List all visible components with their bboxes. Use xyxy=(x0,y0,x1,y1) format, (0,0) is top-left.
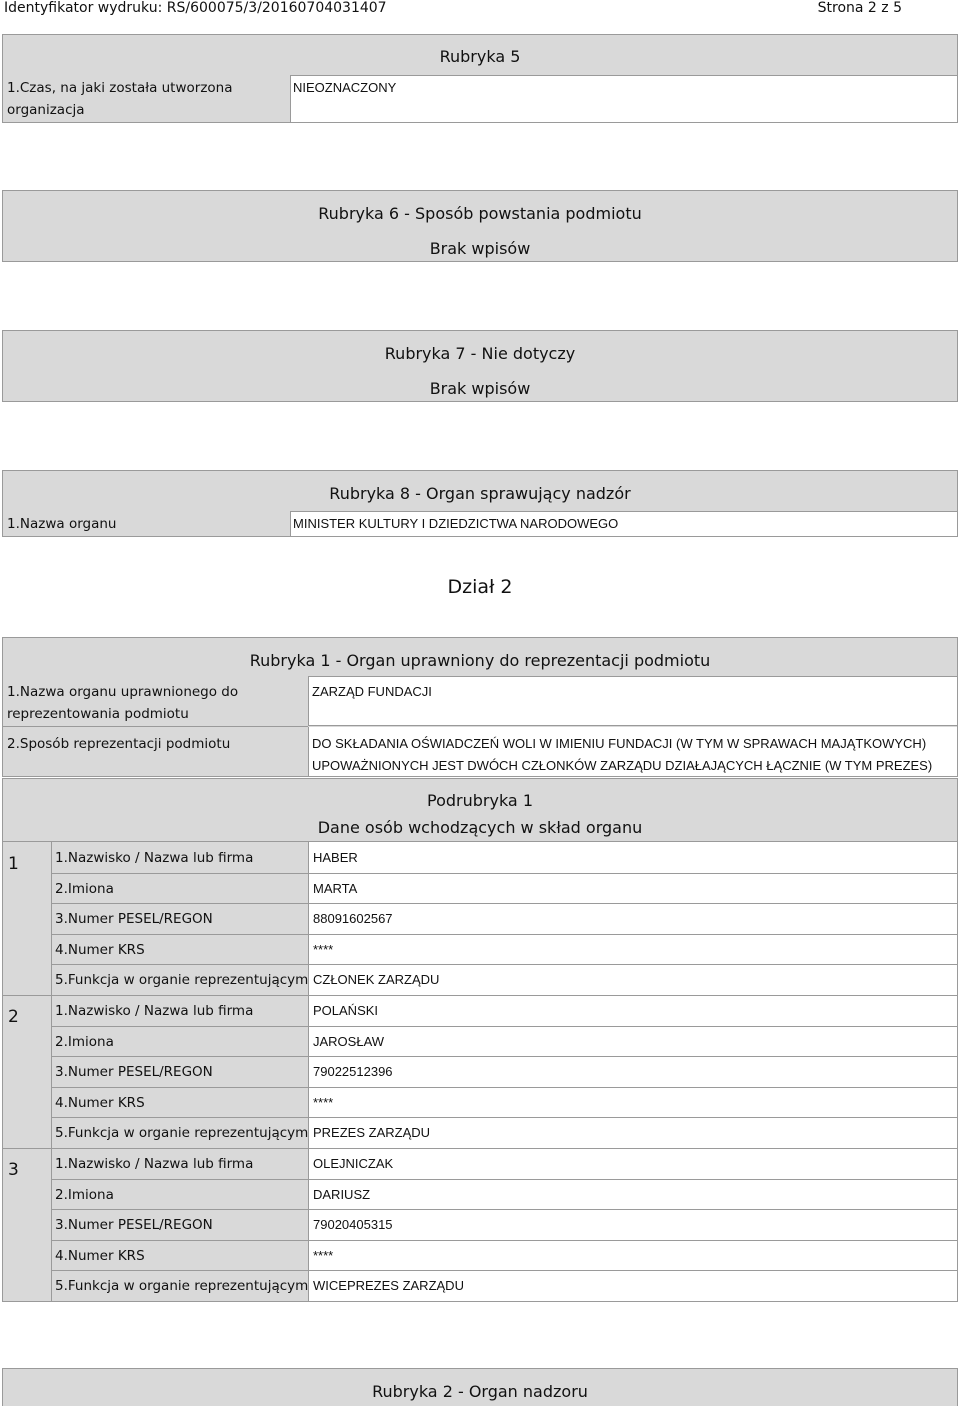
rubryka5-field-label: 1.Czas, na jaki została utworzona organizacja xyxy=(7,80,233,118)
person-field-label: 1.Nazwisko / Nazwa lub firma xyxy=(55,850,254,866)
person-value-cell xyxy=(308,934,957,965)
person-value-cell xyxy=(308,1148,957,1179)
organ-name-value: ZARZĄD FUNDACJI xyxy=(312,684,432,699)
page-number: Strona 2 z 5 xyxy=(817,0,902,16)
rubryka7-section xyxy=(2,330,958,402)
row-divider xyxy=(51,1270,308,1271)
person-value-cell xyxy=(308,1026,957,1057)
row-divider xyxy=(51,1117,308,1118)
person-value-cell xyxy=(308,873,957,904)
person-number: 2 xyxy=(8,1007,19,1027)
person-field-value: 79022512396 xyxy=(313,1064,393,1080)
row-divider xyxy=(51,873,308,874)
person-field-label: 3.Numer PESEL/REGON xyxy=(55,1064,213,1081)
rubryka8-section xyxy=(2,470,958,537)
rubryka8-title: Rubryka 8 - Organ sprawujący nadzór xyxy=(329,484,631,503)
person-field-label: 4.Numer KRS xyxy=(55,1094,145,1111)
row-divider xyxy=(51,995,308,996)
person-field-value: HABER xyxy=(313,850,358,865)
rubryka5-section xyxy=(2,34,958,123)
person-field-value: DARIUSZ xyxy=(313,1186,371,1202)
person-field-value: POLAŃSKI xyxy=(313,1003,379,1018)
person-value-cell xyxy=(308,995,957,1026)
person-divider xyxy=(3,1148,51,1149)
person-field-value: **** xyxy=(313,1247,334,1263)
rubryka5-field-value: NIEOZNACZONY xyxy=(293,80,397,95)
person-field-label: 1.Nazwisko / Nazwa lub firma xyxy=(55,1003,254,1019)
person-field-value: OLEJNICZAK xyxy=(313,1156,394,1171)
rubryka6-empty: Brak wpisów xyxy=(429,239,531,258)
person-value-cell xyxy=(308,1209,957,1240)
rubryka7-title: Rubryka 7 - Nie dotyczy xyxy=(384,344,576,363)
row-divider xyxy=(51,1056,308,1057)
person-field-label: 2.Imiona xyxy=(55,1186,114,1203)
rubryka2-section xyxy=(2,1368,958,1406)
person-field-label: 5.Funkcja w organie reprezentującym xyxy=(55,972,309,989)
rubryka2-title: Rubryka 2 - Organ nadzoru xyxy=(372,1382,588,1401)
rubryka8-field-value: MINISTER KULTURY I DZIEDZICTWA NARODOWEGO xyxy=(293,516,619,531)
row-divider xyxy=(51,1148,308,1149)
podrubryka-section xyxy=(2,778,958,1302)
row-divider xyxy=(3,726,308,727)
rubryka7-empty: Brak wpisów xyxy=(429,379,531,398)
person-field-value: CZŁONEK ZARZĄDU xyxy=(313,972,440,988)
person-divider xyxy=(3,995,51,996)
rubryka6-title: Rubryka 6 - Sposób powstania podmiotu xyxy=(318,204,642,223)
person-number: 1 xyxy=(8,854,19,874)
row-divider xyxy=(51,964,308,965)
person-field-label: 4.Numer KRS xyxy=(55,1247,145,1264)
row-divider xyxy=(51,1240,308,1241)
person-field-label: 3.Numer PESEL/REGON xyxy=(55,911,213,928)
person-field-label: 1.Nazwisko / Nazwa lub firma xyxy=(55,1156,254,1172)
person-value-cell xyxy=(308,842,957,873)
rubryka5-title: Rubryka 5 xyxy=(439,47,521,66)
row-divider xyxy=(51,1087,308,1088)
person-field-value: **** xyxy=(313,941,334,957)
podrubryka-title: Podrubryka 1 xyxy=(427,791,533,810)
person-value-cell xyxy=(308,1240,957,1271)
person-field-label: 5.Funkcja w organie reprezentującym xyxy=(55,1278,309,1295)
person-value-cell xyxy=(308,903,957,934)
person-field-label: 4.Numer KRS xyxy=(55,941,145,958)
row-divider xyxy=(51,1209,308,1210)
row-divider xyxy=(51,1179,308,1180)
organ-reprezentacji-title: Rubryka 1 - Organ uprawniony do reprezentacji podmiotu xyxy=(249,651,711,670)
person-field-label: 3.Numer PESEL/REGON xyxy=(55,1217,213,1234)
section-heading: Dział 2 xyxy=(447,576,513,598)
representation-label: 2.Sposób reprezentacji podmiotu xyxy=(7,736,231,752)
person-field-value: 79020405315 xyxy=(313,1217,393,1233)
person-field-value: MARTA xyxy=(313,880,358,896)
organ-name-label: 1.Nazwa organu uprawnionego do reprezentowania podmiotu xyxy=(7,684,239,722)
row-divider xyxy=(51,903,308,904)
person-field-value: WICEPREZES ZARZĄDU xyxy=(313,1278,464,1294)
person-field-label: 2.Imiona xyxy=(55,880,114,897)
row-divider xyxy=(51,1026,308,1027)
person-field-value: JAROSŁAW xyxy=(313,1033,385,1049)
person-field-label: 5.Funkcja w organie reprezentującym xyxy=(55,1125,309,1142)
print-header xyxy=(0,0,960,16)
person-field-value: PREZES ZARZĄDU xyxy=(313,1125,431,1141)
rubryka6-section xyxy=(2,190,958,262)
print-identifier: Identyfikator wydruku: RS/600075/3/20160704031407 xyxy=(4,0,387,16)
person-field-value: **** xyxy=(313,1094,334,1110)
rubryka8-field-label: 1.Nazwa organu xyxy=(7,516,117,532)
person-value-cell xyxy=(308,1056,957,1087)
representation-value: DO SKŁADANIA OŚWIADCZEŃ WOLI W IMIENIU FUNDACJI (W TYM W SPRAWACH MAJĄTKOWYCH) UPOWAŻNIONYCH JEST DWÓCH CZŁONKÓW ZARZĄDU DZIAŁAJĄCYCH ŁĄCZNIE (W TYM PREZES) xyxy=(312,736,933,773)
number-column-divider xyxy=(51,842,52,1301)
person-value-cell xyxy=(308,1179,957,1210)
person-field-label: 2.Imiona xyxy=(55,1033,114,1050)
organ-reprezentacji-section xyxy=(2,637,958,777)
person-number: 3 xyxy=(8,1160,19,1180)
row-divider xyxy=(51,934,308,935)
person-field-value: 88091602567 xyxy=(313,911,393,927)
persons-table xyxy=(3,842,957,1301)
podrubryka-subtitle: Dane osób wchodzących w skład organu xyxy=(317,818,643,837)
person-value-cell xyxy=(308,1087,957,1118)
